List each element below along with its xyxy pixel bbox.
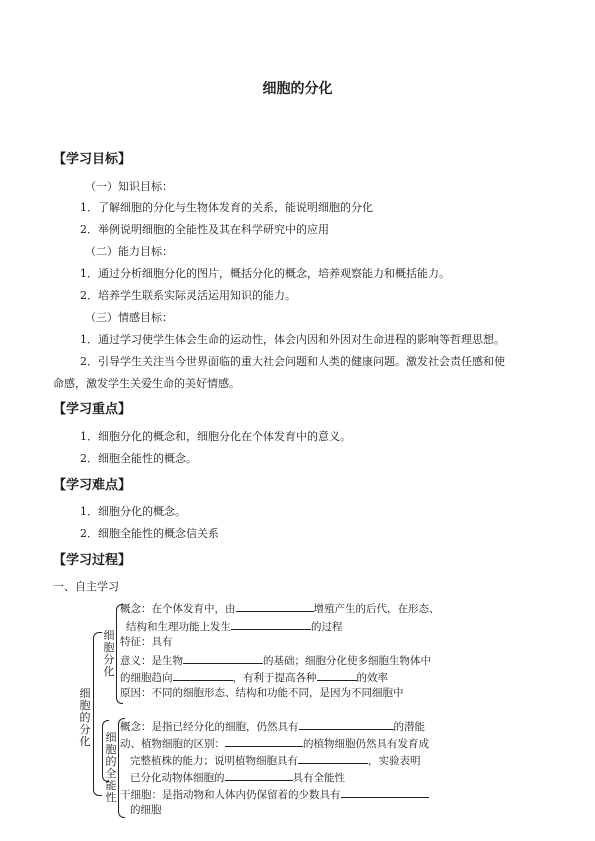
blank-2[interactable] bbox=[231, 618, 311, 630]
blank-9[interactable] bbox=[225, 769, 293, 781]
difficulty-1: 1．细胞分化的概念。 bbox=[80, 505, 186, 518]
ability-label: （二）能力目标： bbox=[85, 245, 173, 258]
self-study-label: 一、自主学习 bbox=[53, 580, 119, 593]
key-point-1: 1．细胞分化的概念和，细胞分化在个体发育中的意义。 bbox=[80, 430, 351, 443]
stem-cell-line-2: 的细胞 bbox=[130, 804, 162, 816]
cause-line: 原因：不同的细胞形态、结构和功能不同，是因为不同细胞中 bbox=[120, 687, 404, 699]
difficulty-2: 2．细胞全能性的概念信关系 bbox=[80, 527, 219, 540]
emotion-item-2-line-2: 命感，激发学生关爱生命的美好情感。 bbox=[53, 377, 240, 390]
concept-diagram bbox=[78, 600, 458, 822]
blank-4[interactable] bbox=[173, 669, 233, 681]
page-title: 细胞的分化 bbox=[262, 81, 333, 97]
blank-8[interactable] bbox=[298, 752, 368, 764]
totipotency-line-4: 已分化动物体细胞的 具有全能性 bbox=[130, 769, 345, 785]
feature-line: 特征：具有 bbox=[120, 636, 173, 648]
root-label: 细胞的分化 bbox=[79, 687, 91, 748]
knowledge-item-2: 2．举例说明细胞的全能性及其在科学研究中的应用 bbox=[80, 223, 329, 236]
differentiation-label: 细胞分化 bbox=[103, 629, 115, 678]
blank-10[interactable] bbox=[341, 786, 429, 798]
blank-3[interactable] bbox=[183, 652, 263, 664]
knowledge-item-1: 1．了解细胞的分化与生物体发育的关系，能说明细胞的分化 bbox=[80, 201, 373, 214]
totipotency-line-1: 概念：是指已经分化的细胞，仍然具有 的潜能 bbox=[120, 718, 425, 734]
blank-1[interactable] bbox=[236, 600, 314, 612]
emotion-item-1: 1．通过学习使学生体会生命的运动性，体会内因和外因对生命进程的影响等哲理思想。 bbox=[80, 333, 505, 346]
ability-item-2: 2．培养学生联系实际灵活运用知识的能力。 bbox=[80, 289, 296, 302]
totipotency-label: 细胞的全能性 bbox=[105, 731, 117, 804]
emotion-item-2-line-1: 2．引导学生关注当今世界面临的重大社会问题和人类的健康问题。激发社会责任感和使 bbox=[80, 355, 505, 368]
concept-line-2: 结构和生理功能上发生 的过程 bbox=[126, 618, 343, 634]
meaning-line-1: 意义：是生物 的基础；细胞分化使多细胞生物体中 bbox=[120, 652, 431, 668]
difficulties-heading: 【学习难点】 bbox=[53, 478, 132, 493]
stem-cell-line-1: 干细胞：是指动物和人体内仍保留着的少数具有 bbox=[120, 786, 429, 802]
key-points-heading: 【学习重点】 bbox=[53, 402, 132, 417]
objectives-heading: 【学习目标】 bbox=[53, 152, 132, 167]
blank-5[interactable] bbox=[317, 669, 357, 681]
meaning-line-2: 的细胞趋向 ，有利于提高各种 的效率 bbox=[120, 669, 388, 685]
emotion-label: （三）情感目标： bbox=[85, 311, 173, 324]
totipotency-line-2: 动、植物细胞的区别： 的植物细胞仍然具有发育成 bbox=[120, 735, 429, 751]
blank-6[interactable] bbox=[299, 718, 394, 730]
root-brace bbox=[93, 632, 102, 796]
process-heading: 【学习过程】 bbox=[53, 553, 132, 568]
ability-item-1: 1．通过分析细胞分化的图片，概括分化的概念，培养观察能力和概括能力。 bbox=[80, 267, 450, 280]
totipotency-line-3: 完整植株的能力；说明植物细胞具有 ，实验表明 bbox=[130, 752, 421, 768]
blank-7[interactable] bbox=[225, 735, 303, 747]
knowledge-label: （一）知识目标： bbox=[85, 180, 173, 193]
key-point-2: 2．细胞全能性的概念。 bbox=[80, 452, 197, 465]
concept-line-1: 概念：在个体发育中，由 增殖产生的后代，在形态、 bbox=[120, 600, 440, 616]
